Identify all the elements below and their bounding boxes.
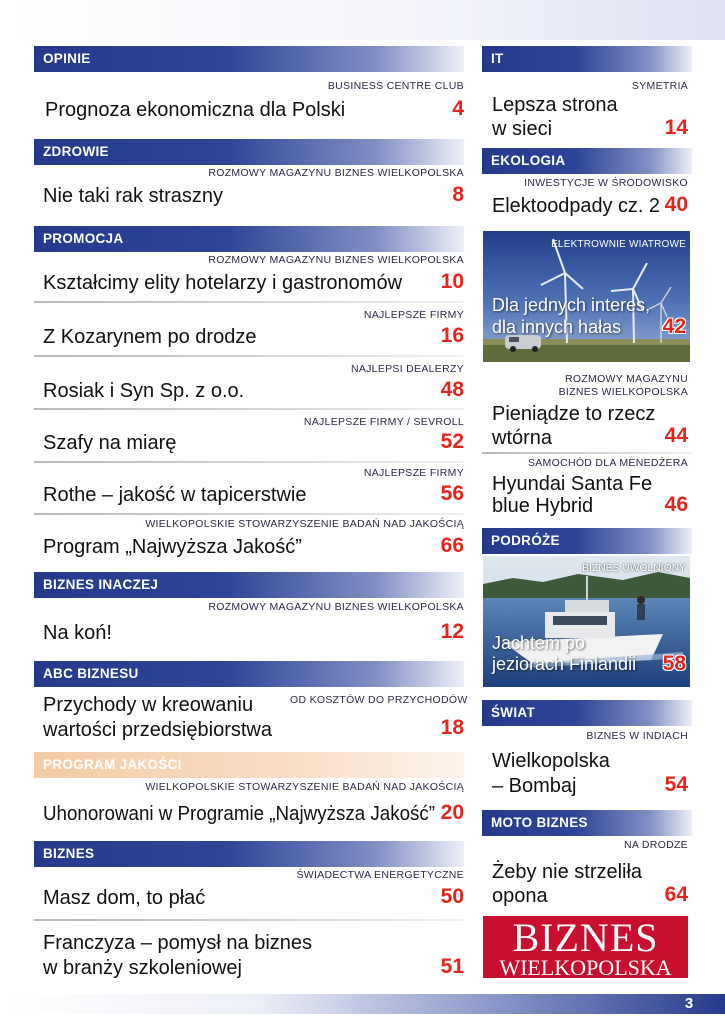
article-title-line2[interactable]: blue Hybrid (492, 495, 594, 517)
section-header-it: IT (482, 46, 692, 72)
page-number: 50 (440, 885, 464, 908)
category-label: WIELKOPOLSKIE STOWARZYSZENIE BADAŃ NAD JAKOŚCIĄ (145, 781, 464, 793)
divider (34, 919, 464, 921)
section-header-abc-biznesu: ABC BIZNESU (34, 661, 464, 687)
logo-line2: WIELKOPOLSKA (499, 955, 672, 980)
article-title-line2[interactable]: opona (492, 885, 548, 907)
photo-label: BIZNES UWOLNIONY (582, 563, 686, 574)
category-label: ŚWIADECTWA ENERGETYCZNE (296, 869, 464, 881)
category-label-line2: BIZNES WIELKOPOLSKA (558, 386, 688, 398)
article-title-line1[interactable]: Franczyza – pomysł na biznes (43, 932, 313, 954)
category-label: NAJLEPSZE FIRMY / SEVROLL (303, 416, 464, 428)
section-header-swiat: ŚWIAT (482, 700, 692, 726)
article-title-line1[interactable]: Żeby nie strzeliła (492, 861, 643, 883)
category-label: NA DRODZE (624, 839, 688, 851)
article-title[interactable]: Kształcimy elity hotelarzy i gastronomów (43, 272, 403, 294)
article-title-line1[interactable]: Jachtem po (492, 633, 586, 653)
category-label: ROZMOWY MAGAZYNU BIZNES WIELKOPOLSKA (208, 601, 464, 613)
page-number-footer: 3 (684, 995, 694, 1012)
page-number: 66 (440, 534, 464, 557)
article-title-line1[interactable]: Hyundai Santa Fe (492, 473, 653, 495)
category-label: SYMETRIA (631, 80, 688, 92)
page-number: 46 (664, 493, 688, 516)
section-header-zdrowie: ZDROWIE (34, 139, 464, 165)
article-title-line2[interactable]: wtórna (492, 427, 553, 449)
footer-bar (0, 994, 725, 1014)
page-number: 52 (440, 430, 464, 453)
photo-label: ELEKTROWNIE WIATROWE (551, 239, 686, 250)
category-label: NAJLEPSZE FIRMY (363, 467, 464, 479)
page-number: 10 (440, 270, 464, 293)
section-header-promocja: PROMOCJA (34, 226, 464, 252)
category-label: INWESTYCJE W ŚRODOWISKO (524, 177, 688, 189)
section-header-program-jakosci: PROGRAM JAKOŚCI (34, 752, 464, 778)
article-title-line2[interactable]: wartości przedsiębiorstwa (43, 719, 272, 741)
page-number: 44 (664, 424, 688, 447)
page-number: 18 (440, 716, 464, 739)
section-header-moto-biznes: MOTO BIZNES (482, 810, 692, 836)
article-title[interactable]: Szafy na miarę (43, 432, 177, 454)
yacht-photo[interactable] (483, 556, 690, 687)
category-label: BUSINESS CENTRE CLUB (327, 80, 464, 92)
category-label: NAJLEPSI DEALERZY (350, 363, 464, 375)
section-header-opinie: OPINIE (34, 46, 464, 72)
article-title-line1[interactable]: Pieniądze to rzecz (492, 403, 656, 425)
divider (482, 452, 692, 454)
divider (34, 461, 464, 463)
page-number: 14 (664, 116, 688, 139)
page-number: 56 (440, 482, 464, 505)
magazine-logo (483, 916, 688, 978)
section-header-podroze: PODRÓŻE (482, 528, 692, 554)
category-label: BIZNES W INDIACH (586, 730, 688, 742)
divider (34, 408, 464, 410)
article-title[interactable]: Rothe – jakość w tapicerstwie (43, 484, 307, 506)
category-label: NAJLEPSZE FIRMY (363, 309, 464, 321)
page-number: 12 (440, 620, 464, 643)
article-title[interactable]: Elektoodpady cz. 2 (492, 195, 660, 217)
article-title-line1[interactable]: Lepsza strona (492, 94, 618, 116)
logo-line1: BIZNES (512, 915, 659, 960)
page-number: 54 (664, 773, 688, 796)
category-label-line1: ROZMOWY MAGAZYNU (564, 373, 688, 385)
article-title-line2[interactable]: – Bombaj (492, 775, 577, 797)
wind-turbines-photo[interactable] (483, 231, 690, 362)
article-title-line1[interactable]: Dla jednych interes, (492, 295, 651, 315)
page-number: 16 (440, 324, 464, 347)
category-label: ROZMOWY MAGAZYNU BIZNES WIELKOPOLSKA (208, 167, 464, 179)
divider (34, 513, 464, 515)
article-title[interactable]: Nie taki rak straszny (43, 185, 224, 207)
page-number: 8 (452, 183, 464, 206)
page-number: 48 (440, 378, 464, 401)
category-label: WIELKOPOLSKIE STOWARZYSZENIE BADAŃ NAD JAKOŚCIĄ (145, 518, 464, 530)
page-number: 40 (664, 193, 688, 216)
article-title-line1[interactable]: Wielkopolska (492, 750, 610, 772)
page-number: 51 (440, 955, 464, 978)
article-title[interactable]: Program „Najwyższa Jakość” (43, 536, 302, 558)
article-title-line2[interactable]: w branży szkoleniowej (43, 957, 242, 979)
article-title[interactable]: Masz dom, to płać (43, 887, 206, 909)
page-number: 4 (452, 97, 464, 120)
top-gradient (0, 0, 725, 40)
page-number: 58 (662, 652, 686, 675)
page-number: 20 (440, 801, 464, 824)
article-title-line2[interactable]: dla innych hałas (492, 317, 622, 337)
category-label: ROZMOWY MAGAZYNU BIZNES WIELKOPOLSKA (208, 254, 464, 266)
page-number: 42 (662, 315, 686, 338)
divider (34, 355, 464, 357)
category-label: OD KOSZTÓW DO PRZYCHODÓW (290, 694, 468, 706)
article-title-line1[interactable]: Przychody w kreowaniu (43, 694, 254, 716)
page-number: 64 (664, 883, 688, 906)
section-header-biznes-inaczej: BIZNES INACZEJ (34, 572, 464, 598)
article-title[interactable]: Uhonorowani w Programie „Najwyższa Jakość” (43, 803, 436, 825)
section-header-biznes: BIZNES (34, 841, 464, 867)
article-title[interactable]: Rosiak i Syn Sp. z o.o. (43, 380, 245, 402)
article-title[interactable]: Na koń! (43, 622, 112, 644)
article-title[interactable]: Z Kozarynem po drodze (43, 326, 257, 348)
article-title[interactable]: Prognoza ekonomiczna dla Polski (45, 99, 346, 121)
divider (34, 301, 464, 303)
article-title-line2[interactable]: jeziorach Finlandii (492, 654, 637, 674)
article-title-line2[interactable]: w sieci (492, 118, 553, 140)
category-label: SAMOCHÓD DLA MENEDŻERA (527, 457, 688, 469)
section-header-ekologia: EKOLOGIA (482, 148, 692, 174)
